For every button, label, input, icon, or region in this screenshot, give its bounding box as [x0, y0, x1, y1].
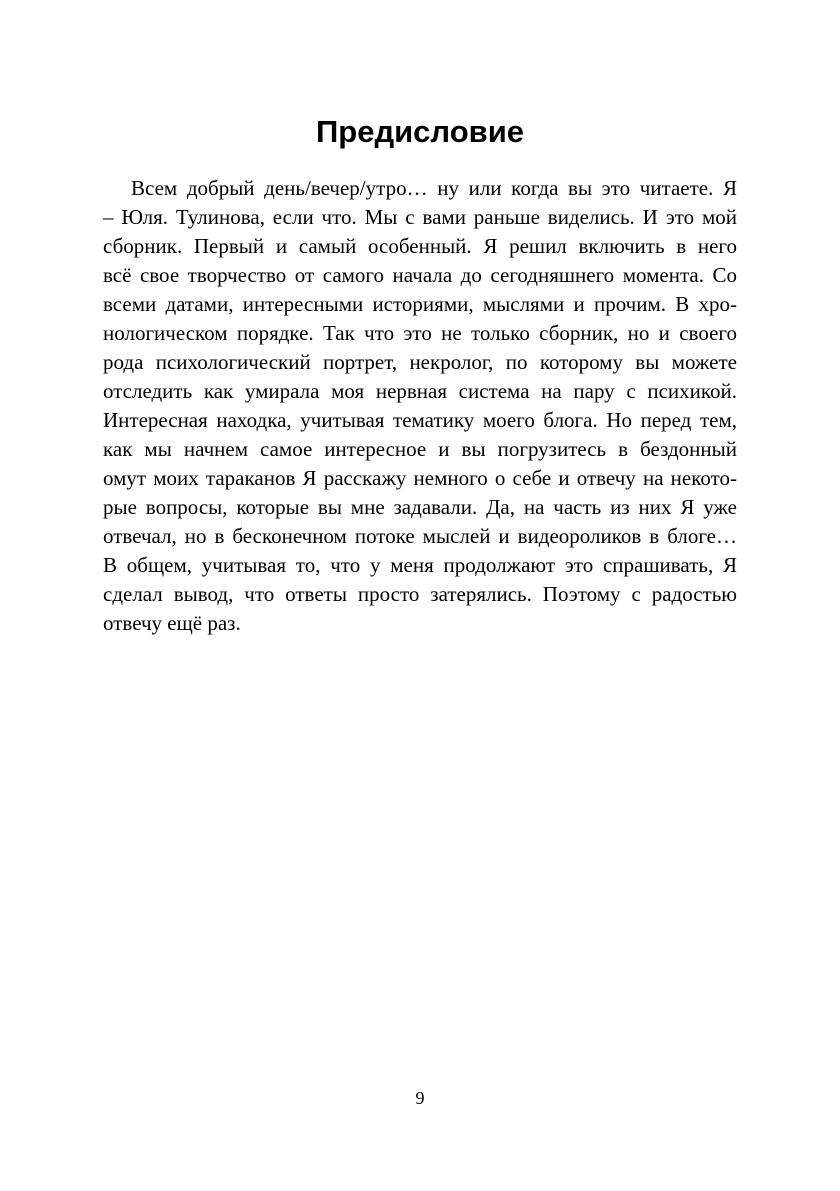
paragraph-line: как мы начнем самое интересное и вы погрузитесь в бездонный: [103, 437, 737, 461]
page-title: Предисловие: [315, 114, 524, 149]
page-number: 9: [415, 1088, 425, 1108]
paragraph-line: сделал вывод, что ответы просто затерялись. Поэтому с радостью: [103, 582, 737, 606]
paragraph-line: всё свое творчество от самого начала до сегодняшнего момента. Со: [103, 263, 737, 287]
preface-paragraph: [103, 174, 737, 638]
paragraph-line: отвечу ещё раз.: [103, 611, 241, 635]
paragraph-line: отвечал, но в бесконечном потоке мыслей и видеороликов в блоге…: [103, 524, 737, 548]
paragraph-line: Всем добрый день/вечер/утро… ну или когда вы это читаете. Я: [131, 176, 737, 200]
paragraph-line: всеми датами, интересными историями, мыслями и прочим. В хро-: [103, 292, 737, 316]
paragraph-line: нологическом порядке. Так что это не только сборник, но и своего: [103, 321, 737, 345]
paragraph-line: омут моих тараканов Я расскажу немного о себе и отвечу на некото-: [103, 466, 737, 490]
paragraph-line: Интересная находка, учитывая тематику моего блога. Но перед тем,: [103, 408, 737, 432]
paragraph-line: В общем, учитывая то, что у меня продолжают это спрашивать, Я: [103, 553, 737, 577]
paragraph-line: – Юля. Тулинова, если что. Мы с вами раньше виделись. И это мой: [103, 205, 737, 229]
paragraph-line: отследить как умирала моя нервная система на пару с психикой.: [103, 379, 737, 403]
paragraph-line: сборник. Первый и самый особенный. Я решил включить в него: [103, 234, 737, 258]
paragraph-line: рода психологический портрет, некролог, по которому вы можете: [103, 350, 737, 374]
paragraph-line: рые вопросы, которые вы мне задавали. Да, на часть из них Я уже: [103, 495, 737, 519]
